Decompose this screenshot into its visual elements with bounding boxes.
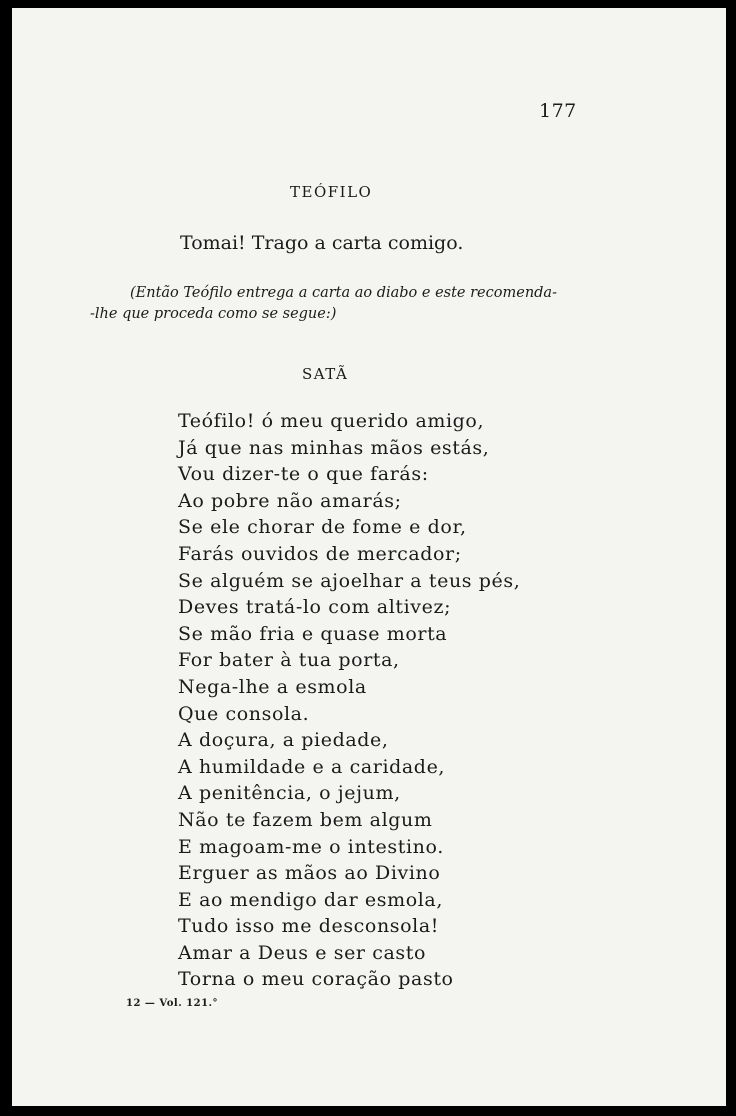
verse-line: Se mão fria e quase morta (178, 622, 448, 645)
stage-direction-line: (Então Teófilo entrega a carta ao diabo e este recomenda- (130, 285, 557, 301)
verse-line: Vou dizer-te o que farás: (178, 463, 429, 486)
verse-line: For bater à tua porta, (178, 649, 400, 672)
verse-line: A humildade e a caridade, (178, 755, 446, 778)
verse-line: Já que nas minhas mãos estás, (178, 436, 490, 459)
verse-line: Tudo isso me desconsola! (178, 915, 440, 938)
verse-line: Nega-lhe a esmola (178, 675, 367, 698)
verse-line: A penitência, o jejum, (178, 782, 401, 805)
verse-line: Deves tratá-lo com altivez; (178, 596, 452, 619)
verse-line: Erguer as mãos ao Divino (178, 862, 441, 885)
verse-line: Torna o meu coração pasto (178, 968, 454, 991)
verse-line: E magoam-me o intestino. (178, 835, 444, 858)
verse-line: Farás ouvidos de mercador; (178, 542, 462, 565)
speaker-name-sata: SATÃ (302, 365, 349, 383)
verse-line: Não te fazem bem algum (178, 808, 433, 831)
verse-block (178, 408, 520, 993)
verse-line: Que consola. (178, 702, 310, 725)
verse-line: Ao pobre não amarás; (178, 489, 402, 512)
signature-mark: 12 — Vol. 121.° (126, 998, 219, 1009)
stage-direction-line: -lhe que proceda como se segue:) (90, 306, 337, 322)
speaker-name-teofilo: TEÓFILO (290, 183, 373, 201)
page-number: 177 (539, 100, 577, 122)
verse-line: Teófilo! ó meu querido amigo, (178, 410, 485, 432)
verse-line: A doçura, a piedade, (178, 729, 389, 752)
verse-line: Se ele chorar de fome e dor, (178, 516, 467, 539)
speech-line: Tomai! Trago a carta comigo. (180, 232, 464, 254)
verse-line: E ao mendigo dar esmola, (178, 888, 443, 911)
verse-line: Se alguém se ajoelhar a teus pés, (178, 569, 521, 592)
verse-line: Amar a Deus e ser casto (178, 941, 427, 964)
book-page (12, 8, 726, 1106)
